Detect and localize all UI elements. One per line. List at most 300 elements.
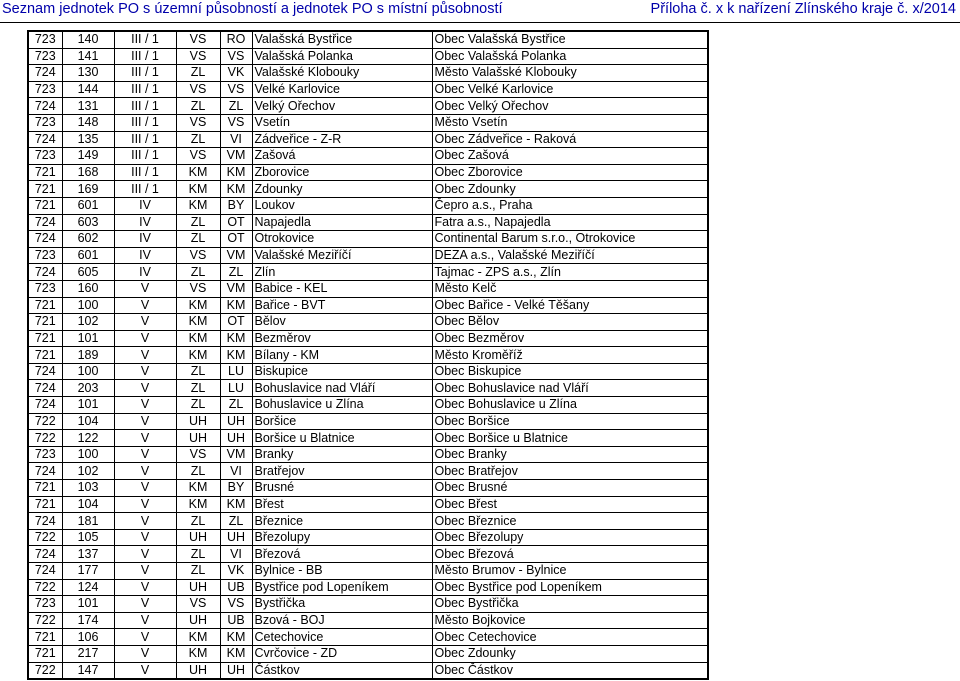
table-row	[28, 563, 708, 580]
district-code-cell: 724	[28, 363, 62, 380]
table-row	[28, 98, 708, 115]
district-cell: VS	[176, 114, 220, 131]
district-cell: UH	[176, 662, 220, 679]
unit-number-cell: 160	[62, 280, 114, 297]
unit-founder-cell: Město Kelč	[432, 280, 708, 297]
table-row	[28, 297, 708, 314]
unit-number-cell: 131	[62, 98, 114, 115]
district-cell: UH	[176, 612, 220, 629]
district-cell: KM	[176, 181, 220, 198]
district-code-cell: 721	[28, 480, 62, 497]
unit-number-cell: 189	[62, 347, 114, 364]
unit-location-cell: Velké Karlovice	[252, 81, 432, 98]
municipality-code-cell: KM	[220, 496, 252, 513]
unit-number-cell: 144	[62, 81, 114, 98]
table-row	[28, 463, 708, 480]
category-cell: IV	[114, 247, 176, 264]
district-code-cell: 721	[28, 629, 62, 646]
district-code-cell: 724	[28, 214, 62, 231]
district-code-cell: 723	[28, 148, 62, 165]
unit-founder-cell: Obec Bohuslavice nad Vláří	[432, 380, 708, 397]
municipality-code-cell: OT	[220, 214, 252, 231]
municipality-code-cell: UB	[220, 579, 252, 596]
unit-number-cell: 104	[62, 496, 114, 513]
unit-founder-cell: Tajmac - ZPS a.s., Zlín	[432, 264, 708, 281]
unit-founder-cell: Obec Zdounky	[432, 645, 708, 662]
municipality-code-cell: VS	[220, 48, 252, 65]
municipality-code-cell: ZL	[220, 513, 252, 530]
unit-founder-cell: Obec Boršice	[432, 413, 708, 430]
unit-number-cell: 169	[62, 181, 114, 198]
unit-number-cell: 103	[62, 480, 114, 497]
district-code-cell: 723	[28, 596, 62, 613]
unit-location-cell: Bystřička	[252, 596, 432, 613]
unit-founder-cell: Město Kroměříž	[432, 347, 708, 364]
table-row	[28, 131, 708, 148]
unit-founder-cell: Obec Biskupice	[432, 363, 708, 380]
district-code-cell: 722	[28, 612, 62, 629]
unit-location-cell: Zádveřice - Z-R	[252, 131, 432, 148]
unit-founder-cell: Město Valašské Klobouky	[432, 65, 708, 82]
unit-location-cell: Zborovice	[252, 164, 432, 181]
table-row	[28, 148, 708, 165]
unit-location-cell: Napajedla	[252, 214, 432, 231]
municipality-code-cell: KM	[220, 629, 252, 646]
district-cell: VS	[176, 446, 220, 463]
category-cell: V	[114, 397, 176, 414]
unit-founder-cell: Obec Zborovice	[432, 164, 708, 181]
table-row	[28, 181, 708, 198]
municipality-code-cell: VS	[220, 114, 252, 131]
district-code-cell: 724	[28, 563, 62, 580]
district-cell: KM	[176, 330, 220, 347]
district-cell: VS	[176, 31, 220, 48]
unit-number-cell: 603	[62, 214, 114, 231]
unit-founder-cell: Obec Bezměrov	[432, 330, 708, 347]
unit-location-cell: Bylnice - BB	[252, 563, 432, 580]
municipality-code-cell: UH	[220, 413, 252, 430]
unit-location-cell: Bohuslavice nad Vláří	[252, 380, 432, 397]
district-code-cell: 723	[28, 114, 62, 131]
municipality-code-cell: UB	[220, 612, 252, 629]
unit-number-cell: 168	[62, 164, 114, 181]
category-cell: III / 1	[114, 48, 176, 65]
table-row	[28, 330, 708, 347]
municipality-code-cell: KM	[220, 330, 252, 347]
category-cell: III / 1	[114, 148, 176, 165]
table-row	[28, 662, 708, 679]
district-code-cell: 722	[28, 430, 62, 447]
unit-founder-cell: Obec Bystřice pod Lopeníkem	[432, 579, 708, 596]
unit-founder-cell: Obec Cetechovice	[432, 629, 708, 646]
table-row	[28, 65, 708, 82]
district-code-cell: 724	[28, 131, 62, 148]
unit-founder-cell: Obec Březnice	[432, 513, 708, 530]
category-cell: V	[114, 463, 176, 480]
category-cell: IV	[114, 197, 176, 214]
category-cell: V	[114, 314, 176, 331]
category-cell: III / 1	[114, 31, 176, 48]
unit-founder-cell: Obec Břest	[432, 496, 708, 513]
table-row	[28, 314, 708, 331]
municipality-code-cell: ZL	[220, 264, 252, 281]
unit-founder-cell: Obec Branky	[432, 446, 708, 463]
district-code-cell: 723	[28, 81, 62, 98]
table-row	[28, 496, 708, 513]
district-cell: VS	[176, 596, 220, 613]
municipality-code-cell: UH	[220, 662, 252, 679]
page-header	[0, 0, 960, 23]
unit-location-cell: Otrokovice	[252, 231, 432, 248]
district-code-cell: 721	[28, 181, 62, 198]
municipality-code-cell: OT	[220, 231, 252, 248]
district-cell: ZL	[176, 231, 220, 248]
table-row	[28, 31, 708, 48]
unit-number-cell: 177	[62, 563, 114, 580]
table-row	[28, 363, 708, 380]
district-cell: KM	[176, 347, 220, 364]
unit-location-cell: Cvrčovice - ZD	[252, 645, 432, 662]
municipality-code-cell: VS	[220, 596, 252, 613]
table-row	[28, 197, 708, 214]
unit-location-cell: Březnice	[252, 513, 432, 530]
category-cell: V	[114, 596, 176, 613]
district-cell: VS	[176, 81, 220, 98]
category-cell: V	[114, 280, 176, 297]
unit-number-cell: 137	[62, 546, 114, 563]
unit-location-cell: Bělov	[252, 314, 432, 331]
district-code-cell: 724	[28, 463, 62, 480]
district-code-cell: 724	[28, 546, 62, 563]
unit-founder-cell: Obec Valašská Polanka	[432, 48, 708, 65]
unit-location-cell: Vsetín	[252, 114, 432, 131]
municipality-code-cell: KM	[220, 347, 252, 364]
table-row	[28, 629, 708, 646]
unit-location-cell: Částkov	[252, 662, 432, 679]
table-row	[28, 546, 708, 563]
municipality-code-cell: LU	[220, 363, 252, 380]
unit-number-cell: 140	[62, 31, 114, 48]
table-row	[28, 247, 708, 264]
unit-number-cell: 147	[62, 662, 114, 679]
category-cell: III / 1	[114, 65, 176, 82]
category-cell: III / 1	[114, 81, 176, 98]
district-cell: KM	[176, 496, 220, 513]
district-cell: ZL	[176, 463, 220, 480]
category-cell: III / 1	[114, 114, 176, 131]
table-row	[28, 114, 708, 131]
unit-location-cell: Bílany - KM	[252, 347, 432, 364]
unit-location-cell: Bratřejov	[252, 463, 432, 480]
unit-founder-cell: Obec Zdounky	[432, 181, 708, 198]
unit-location-cell: Valašské Klobouky	[252, 65, 432, 82]
unit-number-cell: 101	[62, 397, 114, 414]
district-cell: KM	[176, 480, 220, 497]
unit-number-cell: 102	[62, 463, 114, 480]
municipality-code-cell: VK	[220, 65, 252, 82]
unit-location-cell: Bařice - BVT	[252, 297, 432, 314]
municipality-code-cell: OT	[220, 314, 252, 331]
category-cell: V	[114, 579, 176, 596]
unit-number-cell: 101	[62, 330, 114, 347]
municipality-code-cell: ZL	[220, 98, 252, 115]
category-cell: V	[114, 513, 176, 530]
unit-number-cell: 217	[62, 645, 114, 662]
table-row	[28, 480, 708, 497]
category-cell: V	[114, 347, 176, 364]
unit-number-cell: 130	[62, 65, 114, 82]
municipality-code-cell: BY	[220, 197, 252, 214]
unit-number-cell: 149	[62, 148, 114, 165]
unit-founder-cell: Obec Velké Karlovice	[432, 81, 708, 98]
category-cell: V	[114, 380, 176, 397]
category-cell: V	[114, 413, 176, 430]
district-code-cell: 724	[28, 264, 62, 281]
table-row	[28, 430, 708, 447]
table-row	[28, 280, 708, 297]
district-cell: ZL	[176, 65, 220, 82]
annex-reference: Příloha č. x k nařízení Zlínského kraje č. x/2014	[650, 1, 956, 17]
district-code-cell: 722	[28, 529, 62, 546]
municipality-code-cell: VM	[220, 446, 252, 463]
district-code-cell: 721	[28, 314, 62, 331]
table-row	[28, 596, 708, 613]
unit-location-cell: Babice - KEL	[252, 280, 432, 297]
unit-founder-cell: Obec Zádveřice - Raková	[432, 131, 708, 148]
municipality-code-cell: UH	[220, 430, 252, 447]
unit-founder-cell: Obec Bělov	[432, 314, 708, 331]
district-cell: ZL	[176, 264, 220, 281]
district-cell: ZL	[176, 397, 220, 414]
table-row	[28, 397, 708, 414]
unit-location-cell: Bystřice pod Lopeníkem	[252, 579, 432, 596]
municipality-code-cell: VI	[220, 131, 252, 148]
unit-number-cell: 181	[62, 513, 114, 530]
unit-number-cell: 106	[62, 629, 114, 646]
district-code-cell: 724	[28, 65, 62, 82]
table-row	[28, 214, 708, 231]
unit-founder-cell: Fatra a.s., Napajedla	[432, 214, 708, 231]
table-row	[28, 529, 708, 546]
table-row	[28, 264, 708, 281]
unit-number-cell: 124	[62, 579, 114, 596]
municipality-code-cell: KM	[220, 645, 252, 662]
district-code-cell: 721	[28, 197, 62, 214]
unit-number-cell: 148	[62, 114, 114, 131]
district-code-cell: 723	[28, 247, 62, 264]
table-row	[28, 413, 708, 430]
document-title: Seznam jednotek PO s územní působností a jednotek PO s místní působností	[2, 1, 503, 17]
unit-location-cell: Valašská Polanka	[252, 48, 432, 65]
district-cell: KM	[176, 314, 220, 331]
unit-number-cell: 135	[62, 131, 114, 148]
district-code-cell: 723	[28, 48, 62, 65]
unit-location-cell: Brusné	[252, 480, 432, 497]
category-cell: III / 1	[114, 131, 176, 148]
table-row	[28, 231, 708, 248]
category-cell: V	[114, 480, 176, 497]
district-cell: UH	[176, 579, 220, 596]
unit-founder-cell: Obec Bohuslavice u Zlína	[432, 397, 708, 414]
district-cell: VS	[176, 280, 220, 297]
category-cell: V	[114, 629, 176, 646]
unit-number-cell: 141	[62, 48, 114, 65]
district-cell: VS	[176, 247, 220, 264]
unit-location-cell: Zašová	[252, 148, 432, 165]
unit-location-cell: Březolupy	[252, 529, 432, 546]
table-row	[28, 164, 708, 181]
category-cell: V	[114, 297, 176, 314]
category-cell: V	[114, 662, 176, 679]
category-cell: IV	[114, 231, 176, 248]
unit-location-cell: Břest	[252, 496, 432, 513]
district-code-cell: 721	[28, 164, 62, 181]
unit-location-cell: Bohuslavice u Zlína	[252, 397, 432, 414]
table-row	[28, 48, 708, 65]
unit-location-cell: Valašské Meziříčí	[252, 247, 432, 264]
unit-founder-cell: Obec Bystřička	[432, 596, 708, 613]
table-row	[28, 446, 708, 463]
category-cell: V	[114, 645, 176, 662]
unit-number-cell: 102	[62, 314, 114, 331]
category-cell: III / 1	[114, 164, 176, 181]
category-cell: V	[114, 496, 176, 513]
municipality-code-cell: VI	[220, 463, 252, 480]
unit-number-cell: 174	[62, 612, 114, 629]
table-row	[28, 81, 708, 98]
unit-location-cell: Velký Ořechov	[252, 98, 432, 115]
district-code-cell: 723	[28, 280, 62, 297]
municipality-code-cell: KM	[220, 164, 252, 181]
unit-number-cell: 100	[62, 297, 114, 314]
district-cell: KM	[176, 197, 220, 214]
unit-founder-cell: Čepro a.s., Praha	[432, 197, 708, 214]
district-cell: KM	[176, 297, 220, 314]
municipality-code-cell: KM	[220, 297, 252, 314]
unit-number-cell: 105	[62, 529, 114, 546]
unit-founder-cell: Obec Bařice - Velké Těšany	[432, 297, 708, 314]
district-code-cell: 724	[28, 397, 62, 414]
district-cell: KM	[176, 645, 220, 662]
category-cell: V	[114, 430, 176, 447]
table-row	[28, 380, 708, 397]
district-code-cell: 722	[28, 579, 62, 596]
unit-location-cell: Loukov	[252, 197, 432, 214]
municipality-code-cell: VS	[220, 81, 252, 98]
district-cell: UH	[176, 529, 220, 546]
district-cell: ZL	[176, 131, 220, 148]
units-table	[27, 30, 709, 680]
category-cell: III / 1	[114, 181, 176, 198]
district-cell: KM	[176, 629, 220, 646]
category-cell: V	[114, 612, 176, 629]
category-cell: V	[114, 446, 176, 463]
municipality-code-cell: VK	[220, 563, 252, 580]
district-code-cell: 721	[28, 645, 62, 662]
table-row	[28, 579, 708, 596]
unit-number-cell: 122	[62, 430, 114, 447]
unit-founder-cell: DEZA a.s., Valašské Meziříčí	[432, 247, 708, 264]
district-code-cell: 721	[28, 330, 62, 347]
unit-number-cell: 203	[62, 380, 114, 397]
unit-founder-cell: Město Vsetín	[432, 114, 708, 131]
unit-location-cell: Boršice	[252, 413, 432, 430]
district-cell: ZL	[176, 563, 220, 580]
category-cell: V	[114, 330, 176, 347]
district-cell: ZL	[176, 380, 220, 397]
unit-location-cell: Cetechovice	[252, 629, 432, 646]
category-cell: III / 1	[114, 98, 176, 115]
category-cell: V	[114, 563, 176, 580]
district-code-cell: 721	[28, 496, 62, 513]
unit-number-cell: 601	[62, 197, 114, 214]
district-code-cell: 724	[28, 231, 62, 248]
district-code-cell: 723	[28, 446, 62, 463]
unit-number-cell: 605	[62, 264, 114, 281]
district-cell: ZL	[176, 214, 220, 231]
district-code-cell: 724	[28, 513, 62, 530]
unit-number-cell: 101	[62, 596, 114, 613]
unit-location-cell: Boršice u Blatnice	[252, 430, 432, 447]
district-cell: VS	[176, 148, 220, 165]
table-row	[28, 612, 708, 629]
unit-number-cell: 100	[62, 363, 114, 380]
unit-number-cell: 602	[62, 231, 114, 248]
municipality-code-cell: KM	[220, 181, 252, 198]
municipality-code-cell: VM	[220, 148, 252, 165]
municipality-code-cell: UH	[220, 529, 252, 546]
district-code-cell: 724	[28, 98, 62, 115]
unit-founder-cell: Obec Bratřejov	[432, 463, 708, 480]
unit-location-cell: Bzová - BOJ	[252, 612, 432, 629]
table-row	[28, 645, 708, 662]
unit-founder-cell: Obec Valašská Bystřice	[432, 31, 708, 48]
category-cell: IV	[114, 264, 176, 281]
municipality-code-cell: VM	[220, 280, 252, 297]
unit-founder-cell: Obec Březolupy	[432, 529, 708, 546]
municipality-code-cell: LU	[220, 380, 252, 397]
unit-founder-cell: Město Brumov - Bylnice	[432, 563, 708, 580]
district-cell: KM	[176, 164, 220, 181]
municipality-code-cell: VM	[220, 247, 252, 264]
district-cell: VS	[176, 48, 220, 65]
table-row	[28, 513, 708, 530]
category-cell: IV	[114, 214, 176, 231]
municipality-code-cell: VI	[220, 546, 252, 563]
district-code-cell: 724	[28, 380, 62, 397]
district-cell: ZL	[176, 363, 220, 380]
unit-location-cell: Bezměrov	[252, 330, 432, 347]
unit-location-cell: Branky	[252, 446, 432, 463]
unit-founder-cell: Město Bojkovice	[432, 612, 708, 629]
unit-founder-cell: Obec Brusné	[432, 480, 708, 497]
unit-founder-cell: Obec Březová	[432, 546, 708, 563]
unit-founder-cell: Obec Velký Ořechov	[432, 98, 708, 115]
district-cell: ZL	[176, 513, 220, 530]
district-cell: UH	[176, 430, 220, 447]
unit-number-cell: 104	[62, 413, 114, 430]
unit-location-cell: Zlín	[252, 264, 432, 281]
district-code-cell: 722	[28, 413, 62, 430]
unit-location-cell: Biskupice	[252, 363, 432, 380]
district-cell: ZL	[176, 546, 220, 563]
district-code-cell: 723	[28, 31, 62, 48]
district-code-cell: 721	[28, 347, 62, 364]
municipality-code-cell: BY	[220, 480, 252, 497]
unit-location-cell: Valašská Bystřice	[252, 31, 432, 48]
category-cell: V	[114, 546, 176, 563]
municipality-code-cell: RO	[220, 31, 252, 48]
